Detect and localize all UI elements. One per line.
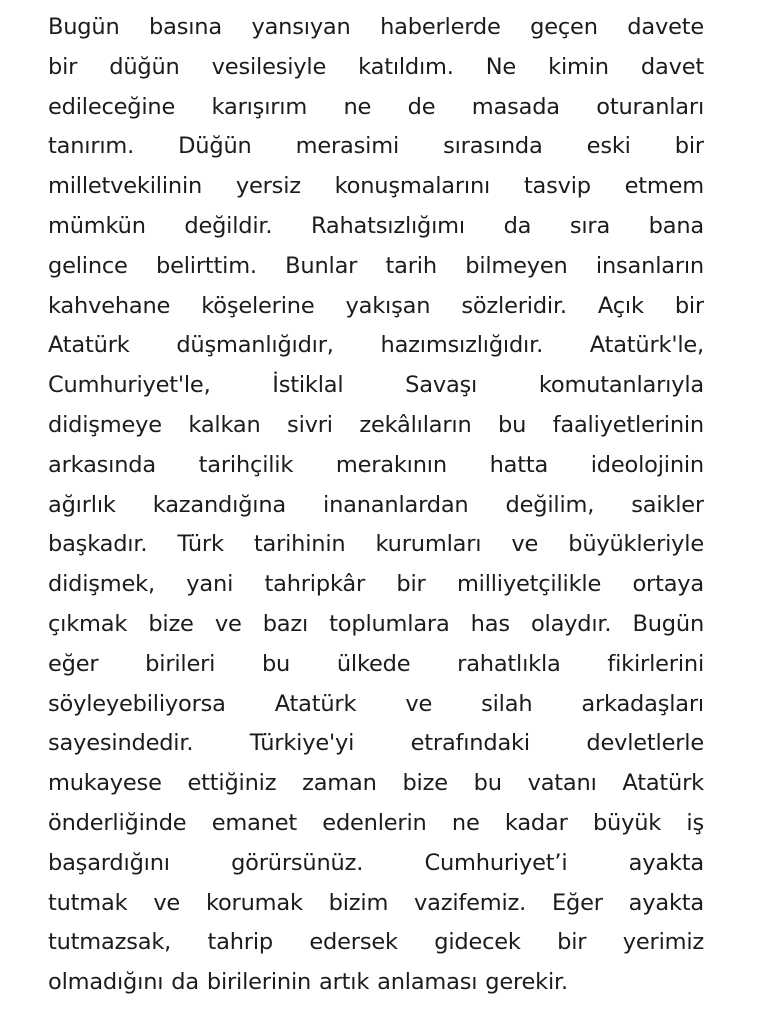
- text-line: sayesindedir. Türkiye'yi etrafındaki devletlerle: [48, 730, 704, 757]
- text-line: didişmeye kalkan sivri zekâlıların bu faaliyetlerinin: [48, 411, 704, 438]
- text-line: arkasında tarihçilik merakının hatta ideolojinin: [48, 451, 704, 478]
- text-line: Bugün basına yansıyan haberlerde geçen davete: [48, 14, 704, 40]
- text-line: mukayese ettiğiniz zaman bize bu vatanı Atatürk: [48, 770, 704, 797]
- text-line: bir düğün vesilesiyle katıldım. Ne kimin davet: [48, 53, 704, 80]
- text-line: başardığını görürsünüz. Cumhuriyet’i ayakta: [48, 849, 704, 876]
- text-line: Cumhuriyet'le, İstiklal Savaşı komutanlarıyla: [48, 372, 704, 399]
- text-line: çıkmak bize ve bazı toplumlara has olaydır. Bugün: [48, 610, 704, 637]
- text-line: Atatürk düşmanlığıdır, hazımsızlığıdır. Atatürk'le,: [48, 332, 704, 359]
- text-line: eğer birileri bu ülkede rahatlıkla fikirlerini: [48, 650, 704, 677]
- text-line: kahvehane köşelerine yakışan sözleridir. Açık bir: [48, 292, 704, 319]
- text-line: söyleyebiliyorsa Atatürk ve silah arkadaşları: [48, 690, 704, 717]
- text-line: gelince belirttim. Bunlar tarih bilmeyen insanların: [48, 252, 704, 279]
- text-line-last: olmadığını da birilerinin artık anlaması gerekir.: [48, 969, 568, 996]
- text-line: edileceğine karışırım ne de masada oturanları: [48, 93, 704, 120]
- text-line: milletvekilinin yersiz konuşmalarını tasvip etmem: [48, 173, 704, 200]
- text-line: başkadır. Türk tarihinin kurumları ve büyükleriyle: [48, 531, 704, 558]
- article-body: [48, 8, 704, 1003]
- text-line: önderliğinde emanet edenlerin ne kadar büyük iş: [48, 809, 704, 836]
- text-line: tutmazsak, tahrip edersek gidecek bir yerimiz: [48, 929, 704, 956]
- text-line: ağırlık kazandığına inananlardan değilim, saikler: [48, 491, 704, 518]
- text-line: didişmek, yani tahripkâr bir milliyetçilikle ortaya: [48, 571, 704, 598]
- text-line: tutmak ve korumak bizim vazifemiz. Eğer ayakta: [48, 889, 704, 916]
- text-line: mümkün değildir. Rahatsızlığımı da sıra bana: [48, 212, 704, 239]
- text-line: tanırım. Düğün merasimi sırasında eski bir: [48, 133, 704, 160]
